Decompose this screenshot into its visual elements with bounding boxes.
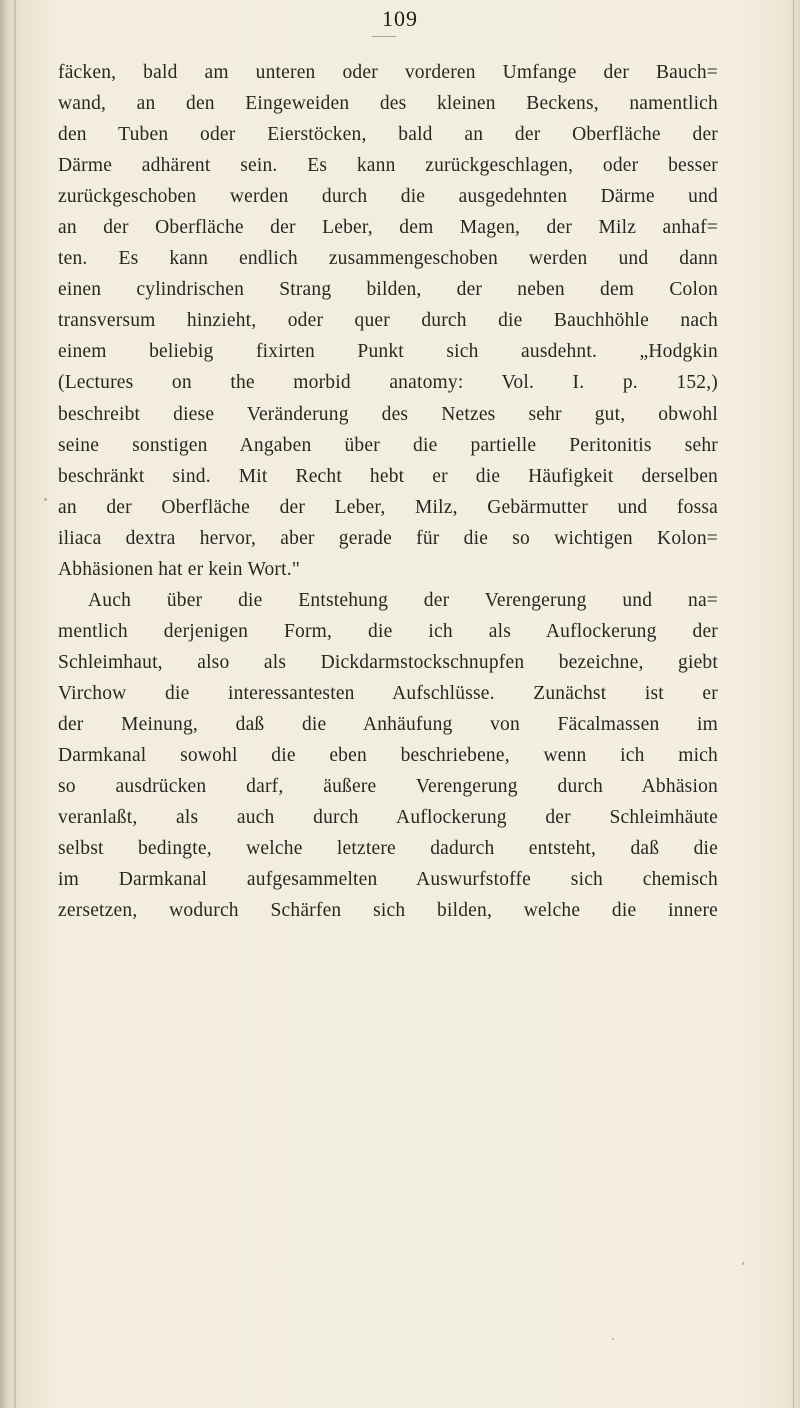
page-edge-left (14, 0, 16, 1408)
body-text (58, 57, 718, 926)
text-line: einen cylindrischen Strang bilden, der neben dem Colon (58, 279, 718, 301)
text-line: veranlaßt, als auch durch Auflockerung der Schleimhäute (58, 807, 718, 829)
text-line: im Darmkanal aufgesammelten Auswurfstoffe sich chemisch (58, 869, 718, 891)
text-line: den Tuben oder Eierstöcken, bald an der Oberfläche der (58, 124, 718, 146)
text-line: Darmkanal sowohl die eben beschriebene, wenn ich mich (58, 745, 718, 767)
text-line: Auch über die Entstehung der Verengerung und na= (88, 589, 718, 611)
text-line: an der Oberfläche der Leber, Milz, Gebärmutter und fossa (58, 496, 718, 518)
text-line: transversum hinzieht, oder quer durch die Bauchhöhle nach (58, 310, 718, 332)
header-mark (372, 36, 396, 37)
text-line: beschreibt diese Veränderung des Netzes sehr gut, obwohl (58, 403, 718, 425)
binding-gutter-shadow (0, 0, 8, 1408)
text-line: beschränkt sind. Mit Recht hebt er die Häufigkeit derselben (58, 465, 718, 487)
text-line: seine sonstigen Angaben über die partielle Peritonitis sehr (58, 434, 718, 456)
text-line: selbst bedingte, welche letztere dadurch entsteht, daß die (58, 838, 718, 860)
text-line: so ausdrücken darf, äußere Verengerung durch Abhäsion (58, 776, 718, 798)
text-line: zurückgeschoben werden durch die ausgedehnten Därme und (58, 186, 718, 208)
page-number: 109 (382, 6, 418, 31)
paper-speck (612, 1338, 614, 1340)
text-line: Virchow die interessantesten Aufschlüsse. Zunächst ist er (58, 682, 718, 704)
text-line: fäcken, bald am unteren oder vorderen Umfange der Bauch= (58, 62, 718, 83)
text-line: an der Oberfläche der Leber, dem Magen, der Milz anhaf= (58, 217, 718, 239)
text-line: Därme adhärent sein. Es kann zurückgeschlagen, oder besser (58, 155, 718, 177)
text-line: ten. Es kann endlich zusammengeschoben werden und dann (58, 248, 718, 270)
paper-speck (44, 498, 47, 501)
text-line: iliaca dextra hervor, aber gerade für die so wichtigen Kolon= (58, 527, 718, 549)
paper-speck (742, 1262, 744, 1265)
text-line: (Lectures on the morbid anatomy: Vol. I. p. 152,) (58, 372, 718, 394)
page-edge-right (793, 0, 794, 1408)
text-line: der Meinung, daß die Anhäufung von Fäcalmassen im (58, 713, 718, 735)
text-line: zersetzen, wodurch Schärfen sich bilden, welche die innere (58, 900, 718, 922)
text-line: mentlich derjenigen Form, die ich als Auflockerung der (58, 620, 718, 642)
text-line: Abhäsionen hat er kein Wort." (58, 558, 300, 580)
text-line: einem beliebig fixirten Punkt sich ausdehnt. „Hodgkin (58, 341, 718, 363)
text-line: wand, an den Eingeweiden des kleinen Beckens, namentlich (58, 93, 718, 115)
text-line: Schleimhaut, also als Dickdarmstockschnupfen bezeichne, giebt (58, 651, 718, 673)
